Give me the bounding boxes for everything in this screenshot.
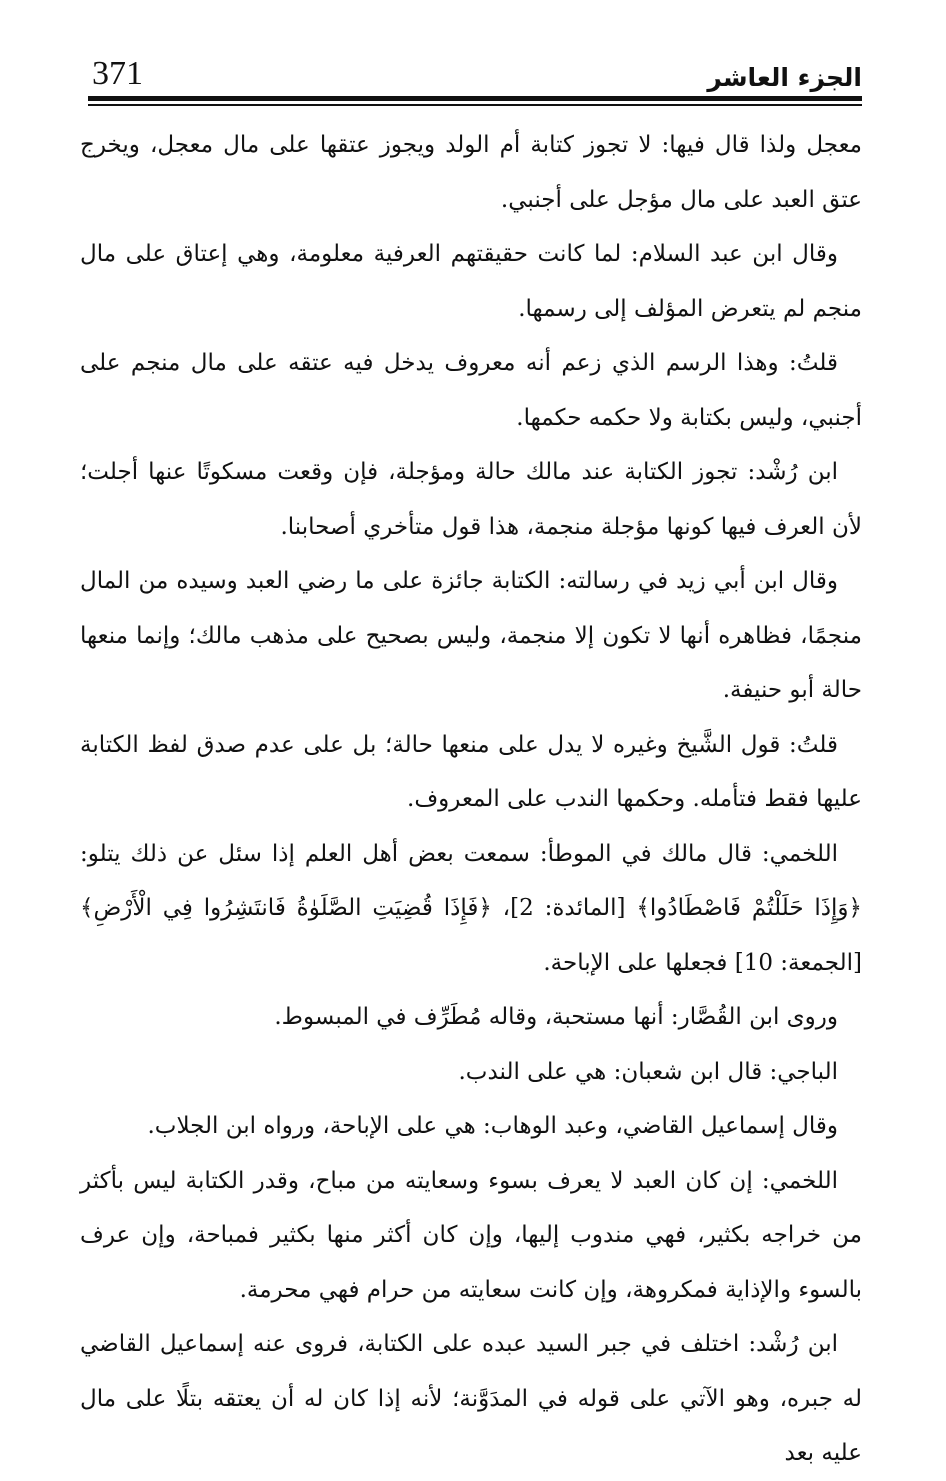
page-header [88, 48, 862, 98]
header-rule-thin [88, 104, 862, 106]
paragraph: وروى ابن القُصَّار: أنها مستحبة، وقاله مُطَرِّف في المبسوط. [274, 1004, 838, 1030]
paragraph: وقال ابن أبي زيد في رسالته: الكتابة جائزة على ما رضي العبد وسيده من المال منجمًا، فظاهره أنها لا تكون إلا منجمة، وليس بصحيح على مذهب مالك؛ وإنما منعها حالة أبو حنيفة. [80, 568, 862, 703]
paragraph: معجل ولذا قال فيها: لا تجوز كتابة أم الولد ويجوز عتقها على مال معجل، ويخرج عتق العبد على مال مؤجل على أجنبي. [80, 132, 862, 213]
page-number: 371 [92, 55, 143, 92]
paragraph: اللخمي: إن كان العبد لا يعرف بسوء وسعايته من مباح، وقدر الكتابة ليس بأكثر من خراجه بكثير، فهي مندوب إليها، وإن كان أكثر منها بكثير فمباحة، وإن عرف بالسوء والإذاية فمكروهة، وإن كانت سعايته من حرام فهي محرمة. [80, 1167, 862, 1303]
paragraph: وقال إسماعيل القاضي، وعبد الوهاب: هي على الإباحة، ورواه ابن الجلاب. [147, 1113, 838, 1139]
header-rule-thick [88, 96, 862, 101]
paragraph: قلتُ: قول الشَّيخ وغيره لا يدل على منعها حالة؛ بل على عدم صدق لفظ الكتابة عليها فقط فتأمله. وحكمها الندب على المعروف. [80, 731, 862, 812]
paragraph: قلتُ: وهذا الرسم الذي زعم أنه معروف يدخل فيه عتقه على مال منجم على أجنبي، وليس بكتابة ولا حكمه حكمها. [80, 350, 862, 431]
paragraph: ابن رُشْد: اختلف في جبر السيد عبده على الكتابة، فروى عنه إسماعيل القاضي له جبره، وهو الآتي على قوله في المدَوَّنة؛ لأنه إذا كان له أن يعتقه بتلًا على مال عليه بعد [80, 1331, 862, 1466]
body-text [80, 118, 862, 1481]
paragraph: الباجي: قال ابن شعبان: هي على الندب. [458, 1058, 838, 1085]
paragraph: ابن رُشْد: تجوز الكتابة عند مالك حالة ومؤجلة، فإن وقعت مسكوتًا عنها أجلت؛ لأن العرف فيها كونها مؤجلة منجمة، هذا قول متأخري أصحابنا. [80, 459, 862, 540]
paragraph: اللخمي: قال مالك في الموطأ: سمعت بعض أهل العلم إذا سئل عن ذلك يتلو: ﴿وَإِذَا حَلَلْتُمْ فَاصْطَادُوا﴾ [المائدة: 2]، ﴿فَإِذَا قُضِيَتِ الصَّلَوٰةُ فَانتَشِرُوا فِي الْأَرْضِ﴾ [الجمعة: 10] فجعلها على الإباحة. [80, 840, 862, 976]
running-title: الجزء العاشر [707, 63, 862, 92]
paragraph: وقال ابن عبد السلام: لما كانت حقيقتهم العرفية معلومة، وهي إعتاق على مال منجم لم يتعرض المؤلف إلى رسمها. [80, 241, 862, 322]
